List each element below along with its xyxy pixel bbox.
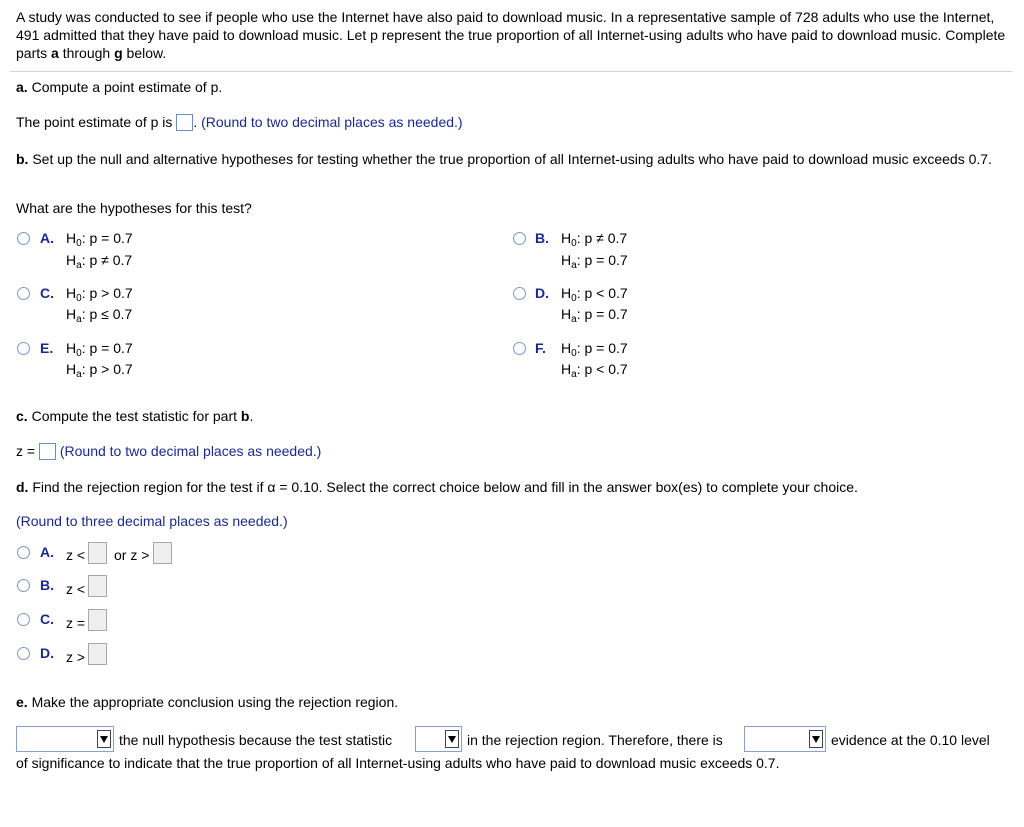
rejection-option-b-input-wrap: [88, 575, 107, 597]
part-c-hint: (Round to two decimal places as needed.): [59, 443, 322, 459]
hypothesis-option-d-letter: D.: [535, 285, 549, 301]
conclusion-text-1: the null hypothesis because the test statistic: [119, 732, 393, 748]
part-d-hint: (Round to three decimal places as needed.): [16, 513, 288, 529]
rejection-option-b-radio[interactable]: [17, 579, 30, 592]
hypothesis-option-b-h0: $H_0$: p ≠ 0.7: [561, 230, 628, 249]
hypothesis-option-d-radio[interactable]: [513, 287, 526, 300]
hypothesis-option-a-ha: $H_a$: p ≠ 0.7: [66, 252, 133, 271]
rejection-option-a-or-label: or z >: [114, 547, 150, 563]
part-a-prompt: The point estimate of p is . (Round to two decimal places as needed.): [16, 114, 463, 130]
hypothesis-option-f-h0: $H_0$: p = 0.7: [561, 340, 628, 359]
rejection-option-a-lower-input-wrap: [88, 542, 107, 564]
hypothesis-option-c-letter: C.: [40, 285, 54, 301]
part-a-heading: a. Compute a point estimate of p.: [16, 79, 223, 95]
hypothesis-option-c-ha: $H_a$: p ≤ 0.7: [66, 306, 133, 325]
chevron-down-icon: [809, 730, 823, 748]
conclusion-text-4: of significance to indicate that the true proportion of all Internet-using adults who have paid to download music exceeds 0.7.: [16, 755, 780, 771]
hypothesis-option-c-h0: $H_0$: p > 0.7: [66, 285, 133, 304]
hypothesis-option-b-letter: B.: [535, 230, 549, 246]
hypothesis-option-e-ha: $H_a$: p > 0.7: [66, 361, 133, 380]
rejection-upper-input[interactable]: [153, 542, 172, 564]
part-a-hint: (Round to two decimal places as needed.): [201, 114, 463, 130]
rejection-option-a-letter: A.: [40, 544, 54, 560]
rejection-option-a-label: z <: [66, 547, 86, 563]
rejection-option-d-input-wrap: [88, 643, 107, 665]
part-e-heading: e. Make the appropriate conclusion using the rejection region.: [16, 694, 399, 710]
hypothesis-option-f-letter: F.: [535, 340, 546, 356]
hypothesis-option-d-ha: $H_a$: p = 0.7: [561, 306, 628, 325]
conclusion-dropdown-2[interactable]: [415, 726, 462, 752]
rejection-option-a-upper-input-wrap: [153, 542, 172, 564]
rejection-option-c-label: z =: [66, 615, 86, 631]
part-b-heading: b. Set up the null and alternative hypotheses for testing whether the true proportion of all Internet-using adults who have paid to download music exceeds 0.7.: [16, 151, 992, 167]
conclusion-text-3: evidence at the 0.10 level: [831, 732, 990, 748]
rejection-c-input[interactable]: [88, 609, 107, 631]
conclusion-dropdown-3[interactable]: [744, 726, 826, 752]
rejection-option-c-input-wrap: [88, 609, 107, 631]
conclusion-dropdown-1[interactable]: [16, 726, 114, 752]
conclusion-text-2: in the rejection region. Therefore, there is: [467, 732, 723, 748]
rejection-option-a-radio[interactable]: [17, 546, 30, 559]
rejection-option-c-letter: C.: [40, 611, 54, 627]
rejection-lower-input[interactable]: [88, 542, 107, 564]
part-c-prompt: z = (Round to two decimal places as needed.): [16, 443, 322, 459]
part-d-heading: d. Find the rejection region for the test if α = 0.10. Select the correct choice below and fill in the answer box(es) to complete your choice.: [16, 479, 858, 495]
hypothesis-option-e-h0: $H_0$: p = 0.7: [66, 340, 133, 359]
rejection-option-c-radio[interactable]: [17, 613, 30, 626]
part-b-question: What are the hypotheses for this test?: [16, 200, 252, 216]
rejection-b-input[interactable]: [88, 575, 107, 597]
rejection-option-b-letter: B.: [40, 577, 54, 593]
divider: [10, 71, 1012, 72]
chevron-down-icon: [97, 730, 111, 748]
rejection-option-d-letter: D.: [40, 645, 54, 661]
chevron-down-icon: [445, 730, 459, 748]
point-estimate-input[interactable]: [176, 114, 193, 131]
hypothesis-option-f-ha: $H_a$: p < 0.7: [561, 361, 628, 380]
hypothesis-option-d-h0: $H_0$: p < 0.7: [561, 285, 628, 304]
hypothesis-option-b-ha: $H_a$: p = 0.7: [561, 252, 628, 271]
part-c-heading: c. Compute the test statistic for part b.: [16, 408, 254, 424]
hypothesis-option-a-h0: $H_0$: p = 0.7: [66, 230, 133, 249]
rejection-option-d-radio[interactable]: [17, 647, 30, 660]
hypothesis-option-a-radio[interactable]: [17, 232, 30, 245]
rejection-d-input[interactable]: [88, 643, 107, 665]
hypothesis-option-c-radio[interactable]: [17, 287, 30, 300]
hypothesis-option-e-radio[interactable]: [17, 342, 30, 355]
hypothesis-option-e-letter: E.: [40, 340, 54, 356]
hypothesis-option-f-radio[interactable]: [513, 342, 526, 355]
problem-intro: A study was conducted to see if people who use the Internet have also paid to download music. In a representative sample of 728 adults who use the Internet, 491 admitted that they have paid to download music. Let p represent the true proportion of all Internet-using adults who have paid to download music. Complete parts a through g below.: [16, 9, 1006, 61]
rejection-option-b-label: z <: [66, 581, 86, 597]
hypothesis-option-b-radio[interactable]: [513, 232, 526, 245]
hypothesis-option-a-letter: A.: [40, 230, 54, 246]
test-statistic-input[interactable]: [39, 443, 56, 460]
rejection-option-d-label: z >: [66, 649, 86, 665]
